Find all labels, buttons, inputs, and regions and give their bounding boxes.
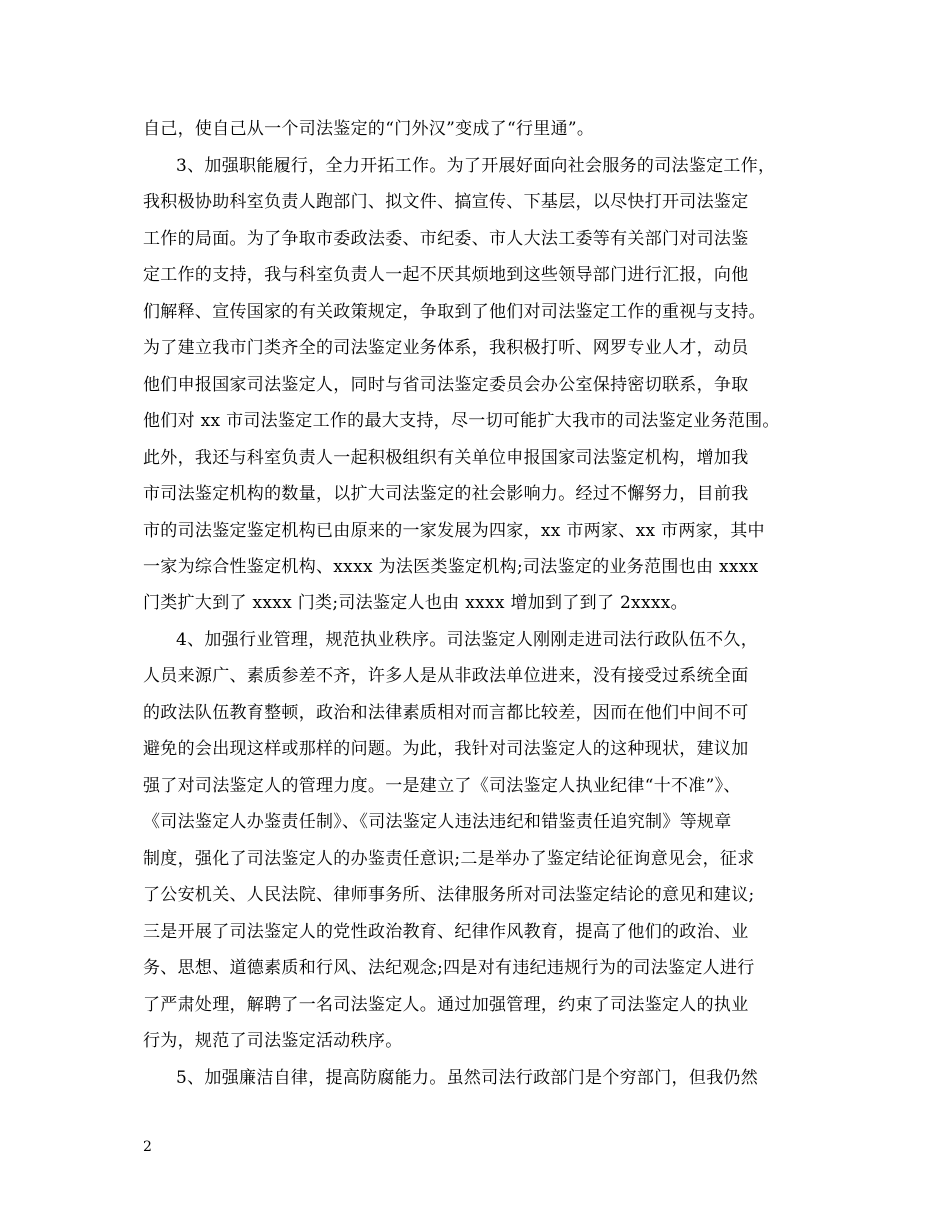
page-number: 2 [143,1139,152,1155]
text-line: 们解释、宣传国家的有关政策规定，争取到了他们对司法鉴定工作的重视与支持。 [143,302,766,322]
text-line: 他们对 xx 市司法鉴定工作的最大支持，尽一切可能扩大我市的司法鉴定业务范围。 [143,411,780,431]
text-line: 他们申报国家司法鉴定人，同时与省司法鉴定委员会办公室保持密切联系，争取 [143,375,749,395]
text-line: 务、思想、道德素质和行风、法纪观念;四是对有违纪违规行为的司法鉴定人进行 [143,958,755,978]
text-line: 此外，我还与科室负责人一起积极组织有关单位申报国家司法鉴定机构，增加我 [143,448,749,468]
text-line: 门类扩大到了 xxxx 门类;司法鉴定人也由 xxxx 增加到了到了 2xxxx。 [143,593,688,613]
text-line: 三是开展了司法鉴定人的党性政治教育、纪律作风教育，提高了他们的政治、业 [143,922,749,942]
text-line: 的政法队伍教育整顿，政治和法律素质相对而言都比较差，因而在他们中间不可 [143,703,749,723]
text-line: 定工作的支持，我与科室负责人一起不厌其烦地到这些领导部门进行汇报，向他 [143,265,749,285]
text-line: 强了对司法鉴定人的管理力度。一是建立了《司法鉴定人执业纪律“十不准”》、 [143,776,741,796]
text-line: 行为，规范了司法鉴定活动秩序。 [143,1031,403,1051]
text-line: 了公安机关、人民法院、律师事务所、法律服务所对司法鉴定结论的意见和建议; [143,885,755,905]
text-line: 《司法鉴定人办鉴责任制》、《司法鉴定人违法违纪和错鉴责任追究制》等规章 [143,812,732,832]
text-line: 一家为综合性鉴定机构、xxxx 为法医类鉴定机构;司法鉴定的业务范围也由 xxxx [143,557,759,577]
paragraph-4-start: 4、加强行业管理，规范执业秩序。司法鉴定人刚刚走进司法行政队伍不久， [176,630,759,650]
paragraph-3-start: 3、加强职能履行，全力开拓工作。为了开展好面向社会服务的司法鉴定工作， [176,156,776,176]
text-line: 市司法鉴定机构的数量，以扩大司法鉴定的社会影响力。经过不懈努力，目前我 [143,484,749,504]
text-line: 为了建立我市门类齐全的司法鉴定业务体系，我积极打听、网罗专业人才，动员 [143,338,749,358]
text-line: 制度，强化了司法鉴定人的办鉴责任意识;二是举办了鉴定结论征询意见会，征求 [143,849,755,869]
text-line: 自己，使自己从一个司法鉴定的“门外汉”变成了“行里通”。 [143,119,595,139]
text-line: 避免的会出现这样或那样的问题。为此，我针对司法鉴定人的这种现状，建议加 [143,739,749,759]
text-line: 了严肃处理，解聘了一名司法鉴定人。通过加强管理，约束了司法鉴定人的执业 [143,995,749,1015]
text-line: 人员来源广、素质参差不齐，许多人是从非政法单位进来，没有接受过系统全面 [143,666,749,686]
text-line: 工作的局面。为了争取市委政法委、市纪委、市人大法工委等有关部门对司法鉴 [143,229,749,249]
paragraph-5-start: 5、加强廉洁自律，提高防腐能力。虽然司法行政部门是个穷部门，但我仍然 [176,1068,759,1088]
text-line: 市的司法鉴定鉴定机构已由原来的一家发展为四家，xx 市两家、xx 市两家，其中 [143,521,765,541]
text-line: 我积极协助科室负责人跑部门、拟文件、搞宣传、下基层，以尽快打开司法鉴定 [143,192,749,212]
